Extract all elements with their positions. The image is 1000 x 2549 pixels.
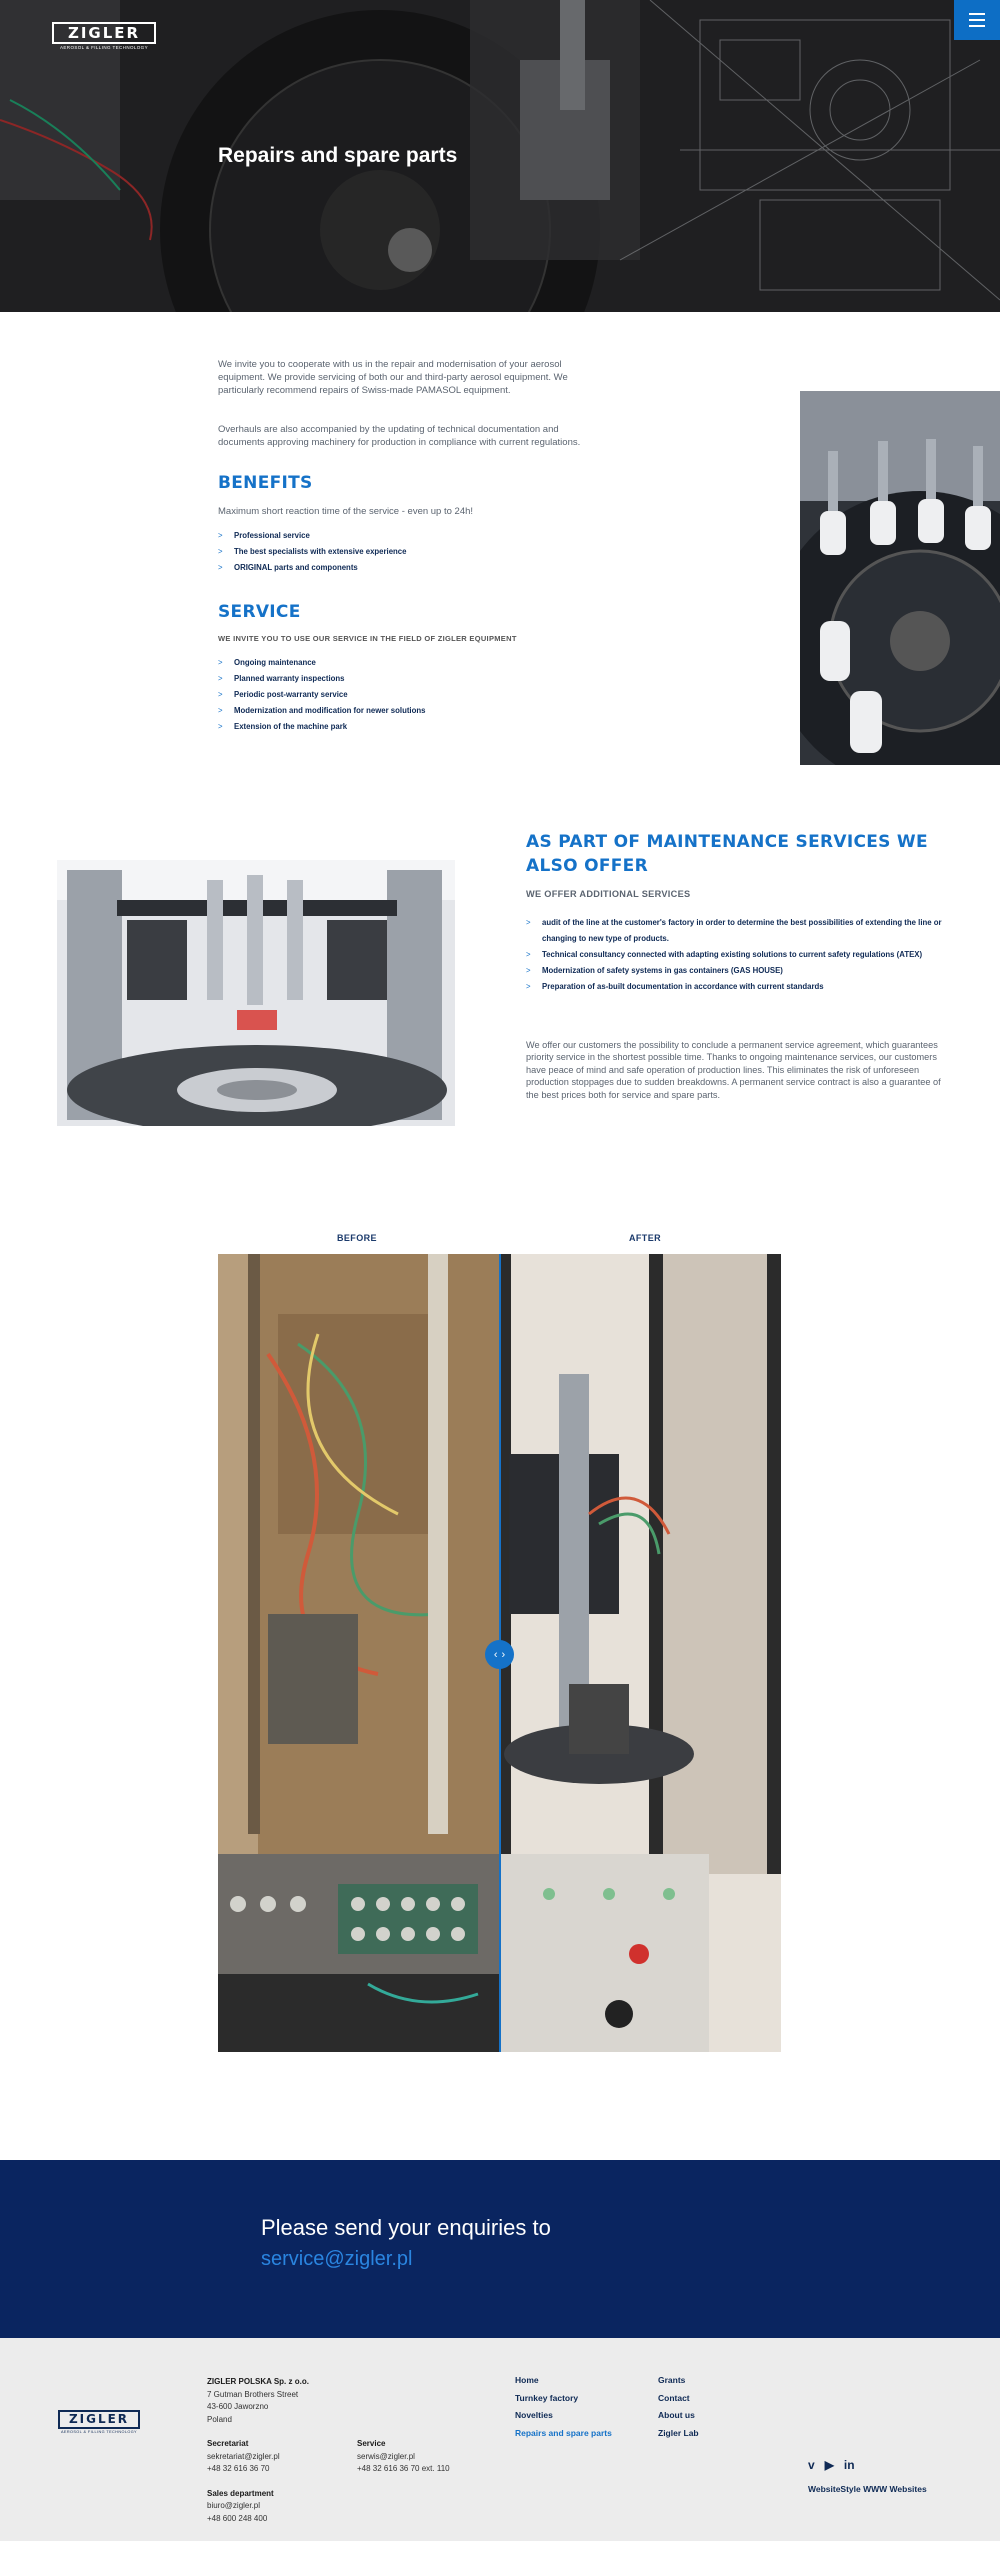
footer-service-contact (357, 2438, 450, 2476)
before-label: BEFORE (337, 1233, 377, 1243)
maintenance-column (526, 830, 942, 1101)
chevron-left-icon: ‹ (493, 1648, 498, 1661)
list-item: > ORIGINAL parts and components (218, 560, 590, 576)
youtube-icon[interactable]: ▶ (824, 2458, 834, 2472)
benefits-heading: BENEFITS (218, 473, 313, 493)
list-item: > Modernization of safety systems in gas containers (GAS HOUSE) (526, 963, 942, 979)
hamburger-icon-line (969, 25, 985, 27)
machine-photo-filling-station (57, 860, 455, 1126)
footer-address (207, 2376, 309, 2525)
maintenance-paragraph: We offer our customers the possibility to conclude a permanent service agreement, which guarantees priority service in the shortest possible time. Thanks to ongoing maintenance services, our customers have peace of mind and safe operation of production lines. This eliminates the risk of unforeseen production stoppages due to sudden breakdowns. A permanent service contract is also a guarantee of the best prices both for service and spare parts. (526, 1039, 941, 1100)
footer-link-zigler-lab[interactable]: Zigler Lab (658, 2427, 699, 2438)
after-label: AFTER (629, 1233, 661, 1243)
service-list (218, 655, 590, 735)
service-subheading: WE INVITE YOU TO USE OUR SERVICE IN THE FIELD OF ZIGLER EQUIPMENT (218, 634, 517, 643)
intro-column (218, 358, 590, 735)
menu-button[interactable] (954, 0, 1000, 40)
service-heading: SERVICE (218, 602, 301, 622)
benefits-lead: Maximum short reaction time of the service - even up to 24h! (218, 506, 474, 517)
list-item: > audit of the line at the customer's factory in order to determine the best possibilities of extending the line or changing to new type of products. (526, 915, 942, 947)
country: Poland (207, 2414, 232, 2424)
before-after-section (0, 1202, 1000, 2160)
sales-email[interactable]: biuro@zigler.pl (207, 2501, 261, 2510)
maintenance-section (0, 782, 1000, 1202)
after-photo (499, 1254, 781, 2052)
service-label: Service (357, 2439, 386, 2448)
logo-text: ZIGLER (52, 22, 156, 44)
secretariat-label: Secretariat (207, 2439, 249, 2448)
hamburger-icon (969, 13, 985, 15)
maintenance-heading: AS PART OF MAINTENANCE SERVICES WE ALSO OFFER (526, 832, 928, 876)
hero-banner (0, 0, 1000, 312)
footer-logo-tagline: AEROSOL & FILLING TECHNOLOGY (61, 2430, 137, 2434)
city: 43-600 Jaworzno (207, 2402, 269, 2411)
footer-link-novelties[interactable]: Novelties (515, 2410, 553, 2420)
machine-photo-cans (800, 391, 1000, 765)
footer (0, 2338, 1000, 2541)
sales-phone[interactable]: +48 600 248 400 (207, 2513, 268, 2523)
service-email[interactable]: serwis@zigler.pl (357, 2451, 415, 2461)
sales-label: Sales department (207, 2488, 274, 2498)
logo-tagline: AEROSOL & FILLING TECHNOLOGY (60, 45, 148, 50)
footer-logo[interactable] (58, 2410, 140, 2434)
service-phone[interactable]: +48 32 616 36 70 ext. 110 (357, 2464, 450, 2473)
slider-handle[interactable] (485, 1640, 514, 1669)
intro-section (0, 312, 1000, 782)
footer-link-contact[interactable]: Contact (658, 2392, 690, 2403)
list-item: > Planned warranty inspections (218, 671, 590, 687)
footer-nav-primary (515, 2372, 612, 2442)
hamburger-icon-line (969, 19, 985, 21)
list-item: > Periodic post-warranty service (218, 687, 590, 703)
footer-nav-secondary (658, 2372, 699, 2442)
intro-paragraph-1: We invite you to cooperate with us in the repair and modernisation of your aerosol equipment. We provide servicing of both our and third-party aerosol equipment. We particularly recommend repairs of Swiss-made PAMASOL equipment. (218, 359, 568, 396)
maintenance-list (526, 915, 942, 995)
enquiry-text: Please send your enquiries to (261, 2215, 551, 2240)
linkedin-icon[interactable]: in (843, 2458, 855, 2472)
logo[interactable] (52, 22, 156, 50)
footer-logo-text: ZIGLER (58, 2410, 140, 2429)
list-item: > Extension of the machine park (218, 719, 590, 735)
benefits-list (218, 528, 590, 576)
before-after-slider[interactable] (218, 1254, 781, 2052)
footer-link-repairs[interactable]: Repairs and spare parts (515, 2427, 612, 2438)
list-item: > Ongoing maintenance (218, 655, 590, 671)
list-item: > Preparation of as-built documentation in accordance with current standards (526, 979, 942, 995)
vimeo-icon[interactable]: v (808, 2458, 815, 2472)
list-item: > The best specialists with extensive experience (218, 544, 590, 560)
secretariat-phone[interactable]: +48 32 616 36 70 (207, 2464, 270, 2473)
maintenance-subheading: WE OFFER ADDITIONAL SERVICES (526, 889, 691, 899)
social-links (808, 2458, 855, 2472)
secretariat-email[interactable]: sekretariat@zigler.pl (207, 2451, 280, 2461)
company-name: ZIGLER POLSKA Sp. z o.o. (207, 2377, 309, 2386)
website-credit[interactable]: WebsiteStyle WWW Websites (808, 2484, 927, 2494)
chevron-right-icon: › (501, 1648, 506, 1661)
service-email-link[interactable]: service@zigler.pl (261, 2248, 413, 2270)
list-item: > Technical consultancy connected with adapting existing solutions to current safety regulations (ATEX) (526, 947, 942, 963)
enquiry-banner (0, 2160, 1000, 2338)
list-item: > Professional service (218, 528, 590, 544)
street: 7 Gutman Brothers Street (207, 2389, 299, 2399)
intro-paragraph-2: Overhauls are also accompanied by the updating of technical documentation and documents approving machinery for production in compliance with current regulations. (218, 424, 581, 448)
list-item: > Modernization and modification for newer solutions (218, 703, 590, 719)
footer-link-about[interactable]: About us (658, 2410, 695, 2420)
footer-link-turnkey-factory[interactable]: Turnkey factory (515, 2392, 579, 2403)
footer-link-grants[interactable]: Grants (658, 2375, 686, 2385)
page-title: Repairs and spare parts (218, 144, 458, 167)
footer-link-home[interactable]: Home (515, 2375, 539, 2385)
before-photo (218, 1254, 499, 2052)
